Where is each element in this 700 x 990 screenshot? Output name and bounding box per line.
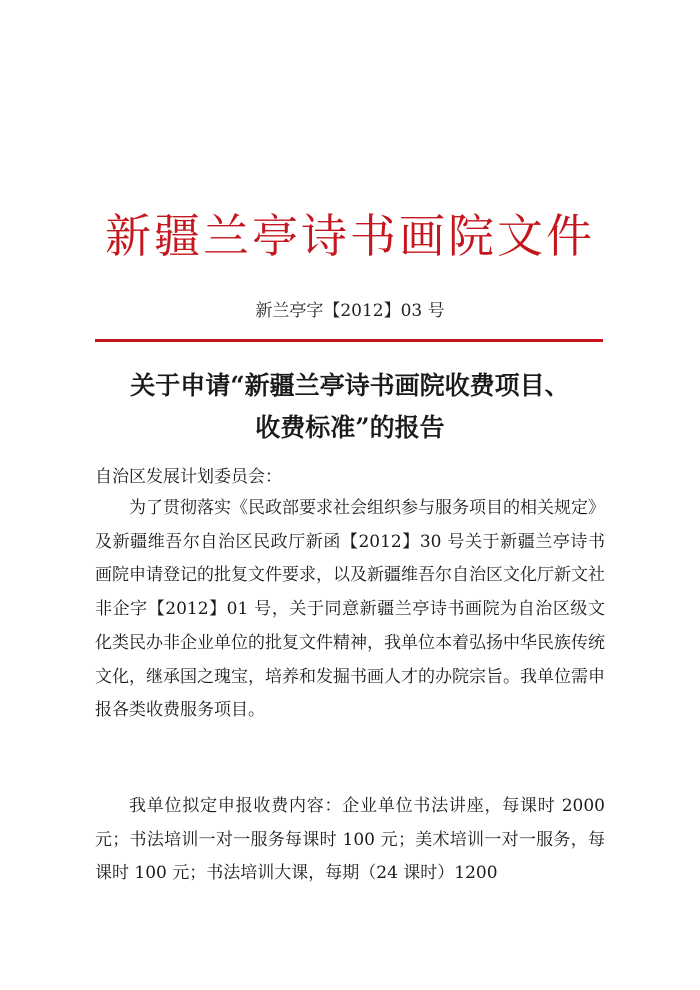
document-title-line-1: 关于申请“新疆兰亭诗书画院收费项目、 [130, 371, 570, 400]
document-number: 新兰亭字【2012】03 号 [255, 301, 445, 321]
salutation: 自治区发展计划委员会： [95, 467, 282, 487]
organization-title: 新疆兰亭诗书画院文件 [105, 209, 595, 263]
red-divider-line [95, 339, 603, 342]
body-paragraph-2: 我单位拟定申报收费内容：企业单位书法讲座，每课时 2000 元；书法培训一对一服务每课时 100 元；美术培训一对一服务，每课时 100 元；书法培训大课，每期（24 课时）1200 [95, 796, 605, 884]
body-paragraph-1: 为了贯彻落实《民政部要求社会组织参与服务项目的相关规定》及新疆维吾尔自治区民政厅新函【2012】30 号关于新疆兰亭诗书画院申请登记的批复文件要求，以及新疆维吾尔自治区文化厅新文社非企字【2012】01 号，关于同意新疆兰亭诗书画院为自治区级文化类民办非企业单位的批复文件精神，我单位本着弘扬中华民族传统文化，继承国之瑰宝，培养和发掘书画人才的办院宗旨。我单位需申报各类收费服务项目。 [95, 498, 605, 721]
document-title-line-2: 收费标准”的报告 [255, 413, 445, 442]
